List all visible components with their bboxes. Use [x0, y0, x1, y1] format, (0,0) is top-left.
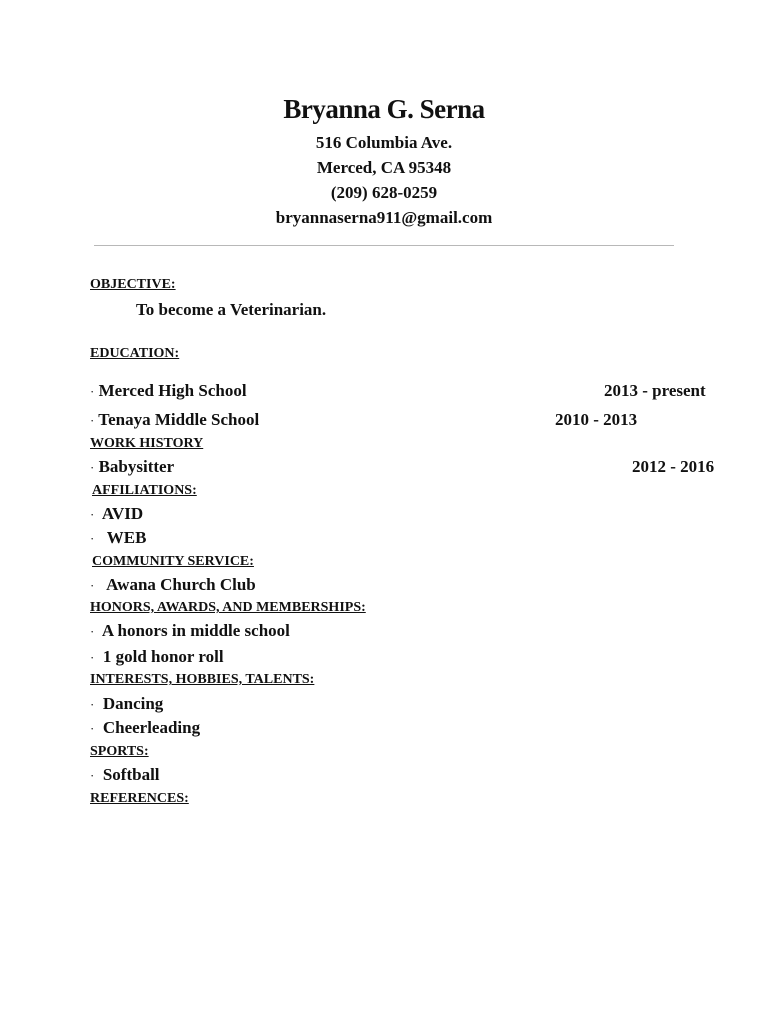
sport-label: Softball [102, 765, 160, 784]
bullet-icon: · [90, 507, 95, 522]
honor-label: A honors in middle school [101, 621, 290, 640]
list-item [90, 528, 146, 548]
list-item [90, 765, 160, 785]
education-school: Tenaya Middle School [98, 410, 260, 429]
education-dates: 2013 - present [604, 381, 706, 400]
objective-heading: OBJECTIVE: [90, 277, 176, 292]
address-line-1: 516 Columbia Ave. [315, 133, 453, 152]
bullet-icon: · [90, 721, 95, 736]
list-item [90, 718, 200, 738]
honor-label: 1 gold honor roll [102, 647, 224, 666]
education-heading: EDUCATION: [90, 346, 180, 361]
list-item [90, 647, 224, 667]
bullet-icon: · [90, 650, 95, 665]
work-history-heading: WORK HISTORY [90, 436, 204, 451]
bullet-icon: · [90, 531, 95, 546]
education-dates: 2010 - 2013 [555, 410, 638, 429]
header-divider [94, 245, 674, 246]
interests-heading: INTERESTS, HOBBIES, TALENTS: [90, 672, 315, 687]
bullet-icon: · [90, 768, 95, 783]
interest-label: Cheerleading [102, 718, 201, 737]
interest-label: Dancing [102, 694, 164, 713]
bullet-icon: · [90, 384, 95, 399]
list-item [90, 694, 163, 714]
list-item [90, 381, 247, 401]
references-heading: REFERENCES: [90, 791, 189, 806]
bullet-icon: · [90, 460, 95, 475]
bullet-icon: · [90, 697, 95, 712]
education-school: Merced High School [98, 381, 247, 400]
list-item [90, 504, 143, 524]
phone-number: (209) 628-0259 [330, 183, 438, 202]
list-item [90, 410, 259, 430]
bullet-icon: · [90, 413, 95, 428]
community-service-label: Awana Church Club [106, 575, 256, 594]
sports-heading: SPORTS: [90, 744, 149, 759]
list-item [90, 575, 256, 595]
community-service-heading: COMMUNITY SERVICE: [92, 554, 254, 569]
affiliations-heading: AFFILIATIONS: [92, 483, 197, 498]
email-address: bryannaserna911@gmail.com [275, 208, 493, 227]
honors-heading: HONORS, AWARDS, AND MEMBERSHIPS: [90, 600, 366, 615]
bullet-icon: · [90, 624, 95, 639]
objective-text: To become a Veterinarian. [136, 300, 327, 319]
address-line-2: Merced, CA 95348 [316, 158, 452, 177]
work-title: Babysitter [98, 457, 175, 476]
list-item [90, 621, 290, 641]
work-dates: 2012 - 2016 [632, 457, 715, 476]
resume-name: Bryanna G. Serna [283, 94, 485, 124]
affiliation-label: AVID [101, 504, 144, 523]
bullet-icon: · [90, 578, 95, 593]
list-item [90, 457, 174, 477]
affiliation-label: WEB [106, 528, 147, 547]
